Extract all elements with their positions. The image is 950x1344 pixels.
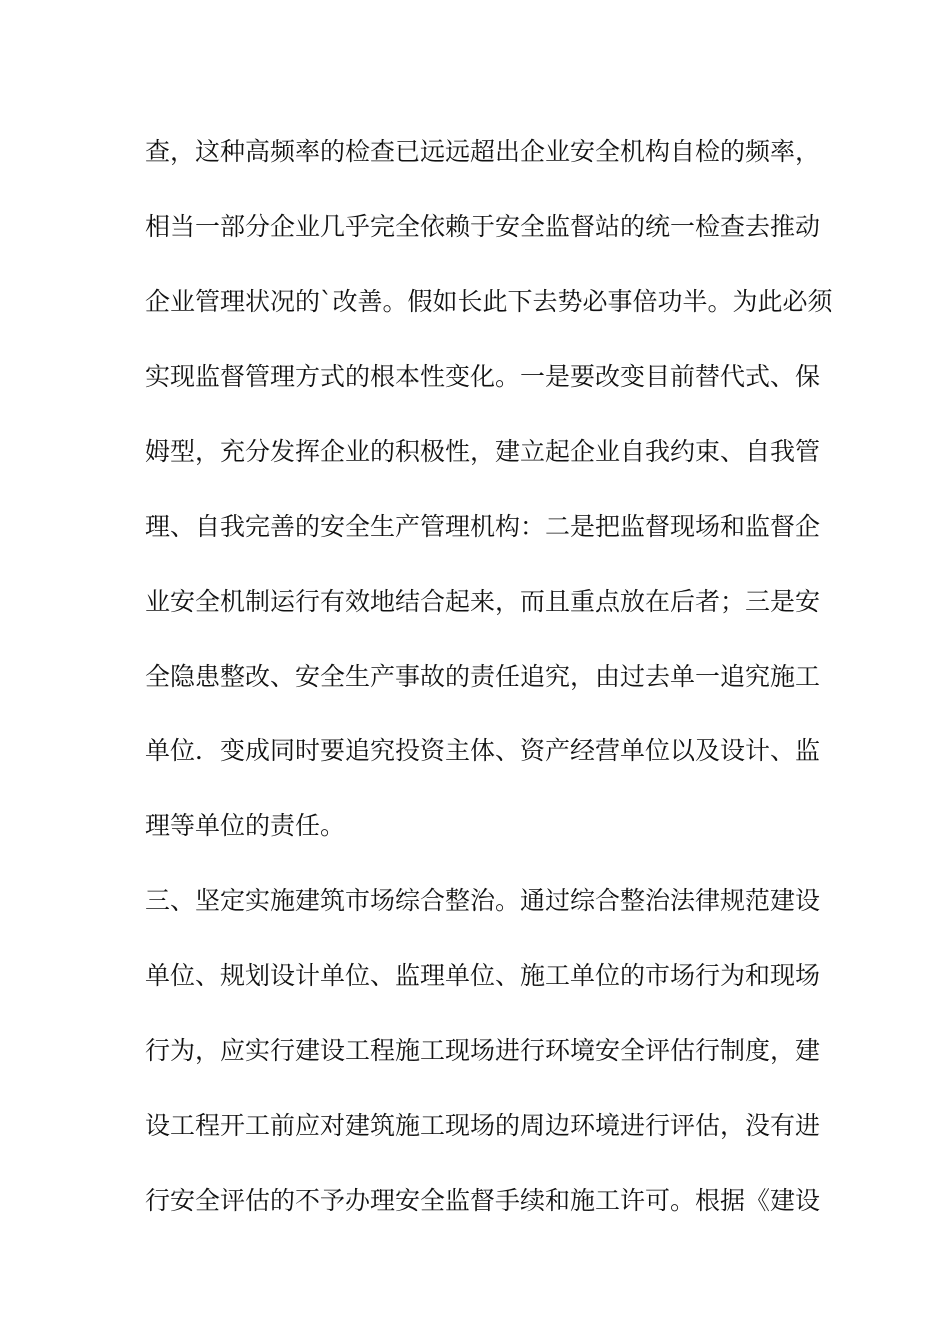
text-line-13: 行为，应实行建设工程施工现场进行环境安全评估行制度，建: [145, 1036, 821, 1065]
text-line-2: 相当一部分企业几乎完全依赖于安全监督站的统一检查去推动: [145, 212, 821, 241]
text-line-9: 单位．变成同时要追究投资主体、资产经营单位以及设计、监: [145, 736, 821, 765]
text-line-6: 理、自我完善的安全生产管理机构：二是把监督现场和监督企: [145, 512, 821, 541]
text-line-4: 实现监督管理方式的根本性变化。一是要改变目前替代式、保: [145, 362, 821, 391]
text-line-3: 企业管理状况的`改善。假如长此下去势必事倍功半。为此必须: [145, 287, 833, 316]
text-line-10: 理等单位的责任。: [145, 811, 346, 840]
text-line-14: 设工程开工前应对建筑施工现场的周边环境进行评估，没有进: [145, 1111, 821, 1140]
text-line-11: 三、坚定实施建筑市场综合整治。通过综合整治法律规范建设: [145, 886, 821, 915]
text-line-5: 姆型，充分发挥企业的积极性，建立起企业自我约束、自我管: [145, 437, 821, 466]
text-line-8: 全隐患整改、安全生产事故的责任追究，由过去单一追究施工: [145, 662, 821, 691]
text-line-1: 查，这种高频率的检查已远远超出企业安全机构自检的频率，: [145, 137, 821, 166]
text-line-15: 行安全评估的不予办理安全监督手续和施工许可。根据《建设: [145, 1186, 821, 1215]
text-line-7: 业安全机制运行有效地结合起来，而且重点放在后者；三是安: [145, 587, 821, 616]
text-line-12: 单位、规划设计单位、监理单位、施工单位的市场行为和现场: [145, 961, 821, 990]
